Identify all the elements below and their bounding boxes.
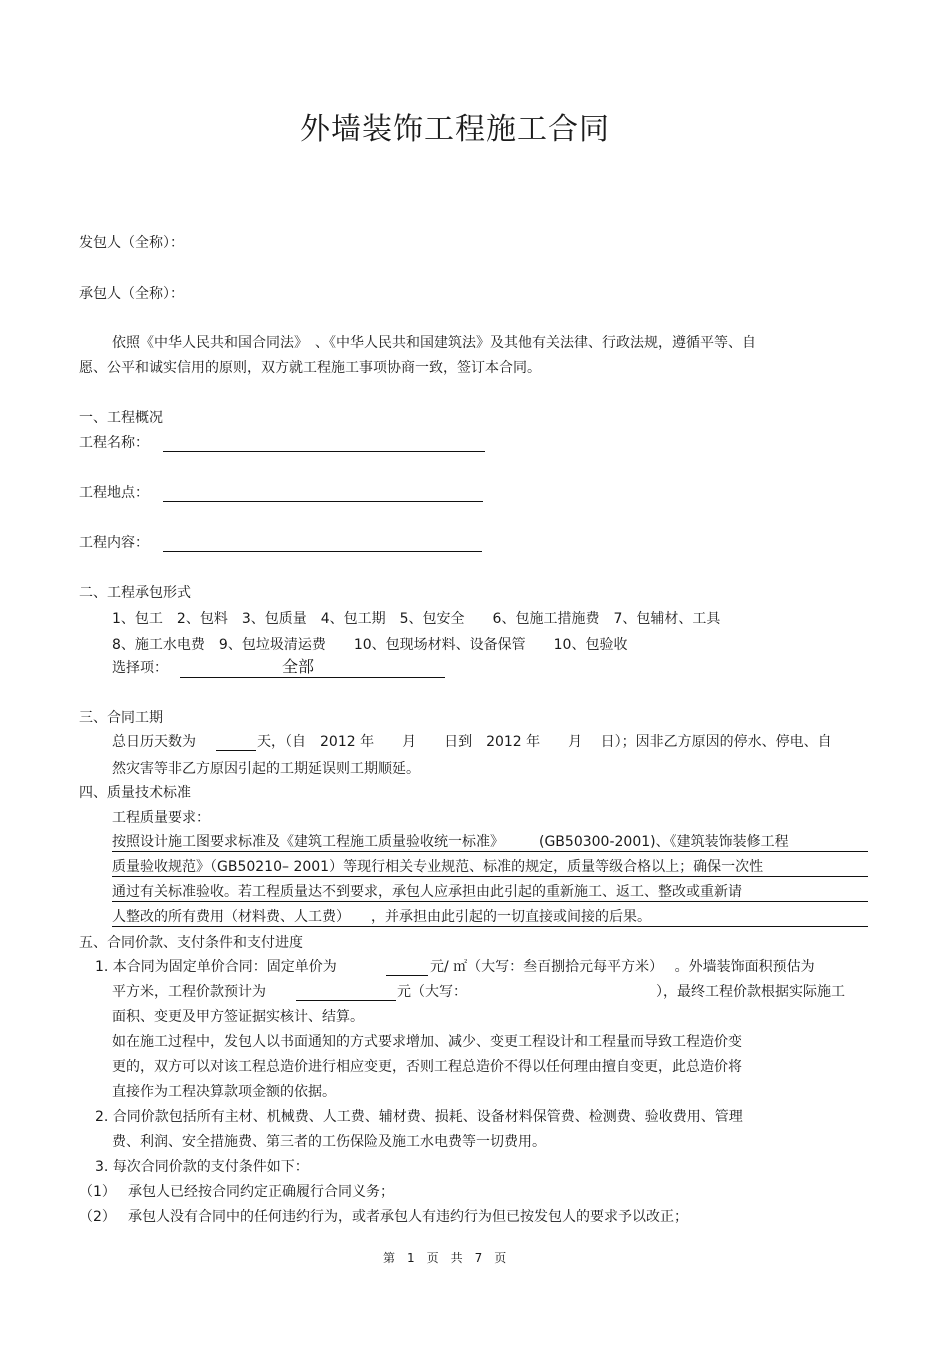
duration-days-field[interactable] — [216, 750, 256, 751]
contractor-label: 承包人（全称）： — [79, 286, 184, 302]
total-price-field[interactable] — [296, 1000, 396, 1001]
price-clause-1e: 面积、变更及甲方签证据实核计、结算。 — [112, 1009, 364, 1025]
payment-condition-1-text: 承包人已经按合同约定正确履行合同义务； — [128, 1184, 394, 1200]
select-label: 选择项： — [112, 660, 168, 676]
price-clause-1a: 1. 本合同为固定单价合同：固定单价为 — [95, 959, 337, 975]
project-location-label: 工程地点： — [79, 485, 149, 501]
price-clause-1b: 元/ ㎡（大写：叁百捌拾元每平方米） 。外墙装饰面积预估为 — [430, 959, 815, 975]
preamble-line-2: 愿、公平和诚实信用的原则，双方就工程施工事项协商一致，签订本合同。 — [79, 360, 541, 376]
project-name-field[interactable] — [163, 451, 485, 452]
payment-condition-2-text: 承包人没有合同中的任何违约行为，或者承包人有违约行为但已按发包人的要求予以改正； — [128, 1209, 688, 1225]
project-location-field[interactable] — [163, 501, 483, 502]
quality-underline-1 — [112, 851, 868, 852]
page-number: 第 1 页 共 7 页 — [383, 1251, 507, 1265]
contract-items-line-2: 8、施工水电费 9、包垃圾清运费 10、包现场材料、设备保管 10、包验收 — [112, 637, 628, 653]
document-title: 外墙装饰工程施工合同 — [300, 112, 610, 147]
select-field[interactable] — [180, 677, 445, 678]
project-content-field[interactable] — [163, 551, 482, 552]
section2-heading: 二、工程承包形式 — [79, 585, 191, 601]
quality-underline-2 — [112, 876, 868, 877]
quality-line-2: 质量验收规范》（GB50210– 2001）等现行相关专业规范、标准的规定，质量等级合格以上；确保一次性 — [112, 859, 764, 875]
price-clause-1g: 更的，双方可以对该工程总造价进行相应变更，否则工程总造价不得以任何理由擅自变更，此总造价将 — [112, 1059, 742, 1075]
price-clause-1h: 直接作为工程决算款项金额的依据。 — [112, 1084, 336, 1100]
duration-line-1a: 总日历天数为 — [112, 734, 196, 750]
price-clause-2a: 2. 合同价款包括所有主材、机械费、人工费、辅材费、损耗、设备材料保管费、检测费、验收费用、管理 — [95, 1109, 743, 1125]
price-clause-3: 3. 每次合同价款的支付条件如下： — [95, 1159, 309, 1175]
quality-line-1: 按照设计施工图要求标准及《建筑工程施工质量验收统一标准》 (GB50300-2001)、《建筑装饰装修工程 — [112, 834, 789, 850]
quality-line-3: 通过有关标准验收。若工程质量达不到要求，承包人应承担由此引起的重新施工、返工、整改或重新请 — [112, 884, 742, 900]
quality-line-4: 人整改的所有费用（材料费、人工费） ，并承担由此引起的一切直接或间接的后果。 — [112, 909, 651, 925]
quality-underline-3 — [112, 901, 868, 902]
project-content-label: 工程内容： — [79, 535, 149, 551]
section3-heading: 三、合同工期 — [79, 710, 163, 726]
payment-condition-2-number: （2） — [79, 1209, 116, 1225]
preamble-line-1: 依照《中华人民共和国合同法》 、《中华人民共和国建筑法》及其他有关法律、行政法规，遵循平等、自 — [112, 335, 756, 351]
price-clause-2b: 费、利润、安全措施费、第三者的工伤保险及施工水电费等一切费用。 — [112, 1134, 546, 1150]
duration-line-2: 然灾害等非乙方原因引起的工期延误则工期顺延。 — [112, 761, 420, 777]
project-name-label: 工程名称： — [79, 435, 149, 451]
select-value: 全部 — [282, 657, 315, 676]
section5-heading: 五、合同价款、支付条件和支付进度 — [79, 935, 303, 951]
quality-subheading: 工程质量要求： — [112, 810, 210, 826]
payment-condition-1-number: （1） — [79, 1184, 116, 1200]
section4-heading: 四、质量技术标准 — [79, 785, 191, 801]
contract-items-line-1: 1、包工 2、包料 3、包质量 4、包工期 5、包安全 6、包施工措施费 7、包辅材、工具 — [112, 611, 721, 627]
price-clause-1d: 元（大写： ），最终工程价款根据实际施工 — [397, 984, 845, 1000]
section1-heading: 一、工程概况 — [79, 410, 163, 426]
price-clause-1c: 平方米，工程价款预计为 — [112, 984, 266, 1000]
quality-underline-4 — [112, 926, 868, 927]
duration-line-1b: 天，（自 2012 年 月 日到 2012 年 月 日）；因非乙方原因的停水、停电、自 — [257, 734, 832, 750]
unit-price-field[interactable] — [386, 975, 428, 976]
employer-label: 发包人（全称）： — [79, 235, 184, 251]
price-clause-1f: 如在施工过程中，发包人以书面通知的方式要求增加、减少、变更工程设计和工程量而导致工程造价变 — [112, 1034, 742, 1050]
